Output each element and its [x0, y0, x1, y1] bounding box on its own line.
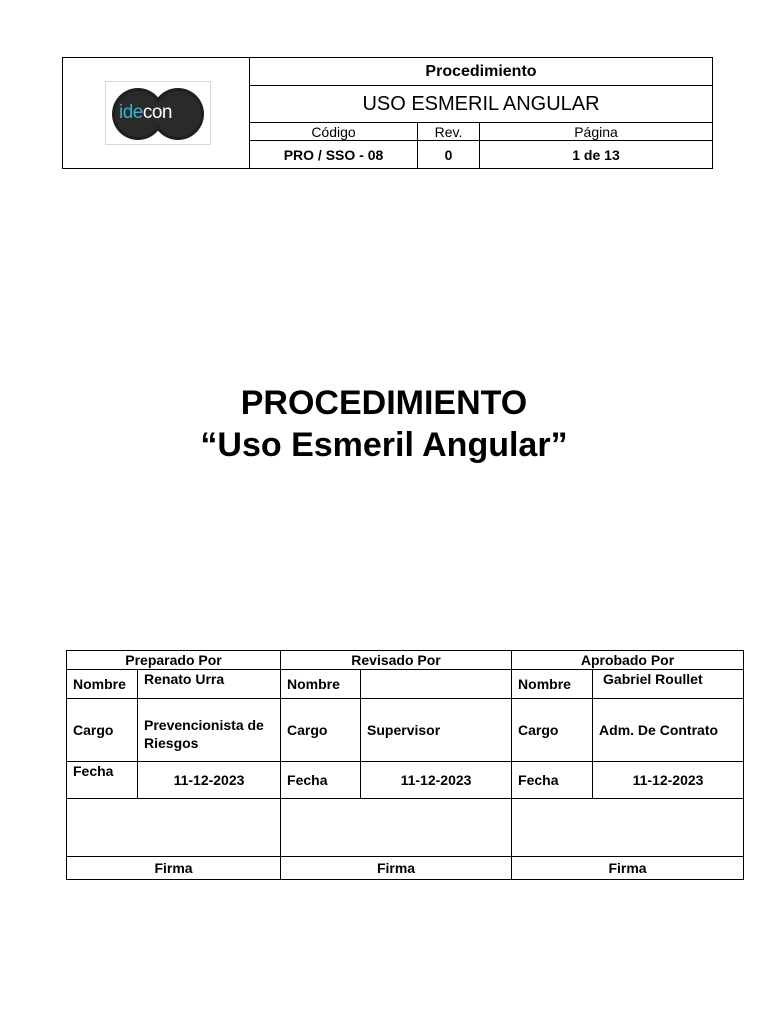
- aprobado-header: Aprobado Por: [512, 651, 744, 670]
- pagina-label: Página: [480, 123, 713, 141]
- preparado-cargo-label: Cargo: [67, 699, 138, 762]
- logo-cell: [63, 58, 250, 169]
- preparado-firma-label: Firma: [67, 857, 281, 880]
- aprobado-firma-label: Firma: [512, 857, 744, 880]
- revisado-firma-label: Firma: [281, 857, 512, 880]
- main-title-line2: “Uso Esmeril Angular”: [200, 426, 568, 464]
- document-type: Procedimiento: [250, 58, 713, 86]
- rev-value: 0: [418, 141, 480, 169]
- revisado-signature-box: [281, 799, 512, 857]
- aprobado-signature-box: [512, 799, 744, 857]
- aprobado-nombre-label: Nombre: [512, 670, 593, 699]
- codigo-value: PRO / SSO - 08: [250, 141, 418, 169]
- aprobado-cargo: Adm. De Contrato: [593, 699, 744, 762]
- preparado-cargo: Prevencionista de Riesgos: [138, 699, 281, 762]
- rev-label: Rev.: [418, 123, 480, 141]
- document-header: [62, 57, 713, 169]
- revisado-fecha-label: Fecha: [281, 762, 361, 799]
- aprobado-nombre: Gabriel Roullet: [593, 670, 744, 699]
- aprobado-fecha: 11-12-2023: [593, 762, 744, 799]
- document-title: USO ESMERIL ANGULAR: [250, 86, 713, 123]
- aprobado-fecha-label: Fecha: [512, 762, 593, 799]
- codigo-label: Código: [250, 123, 418, 141]
- company-logo: [105, 81, 211, 145]
- preparado-nombre-label: Nombre: [67, 670, 138, 699]
- revisado-nombre-label: Nombre: [281, 670, 361, 699]
- revisado-nombre: [361, 670, 512, 699]
- logo-text: idecon: [119, 102, 172, 123]
- main-title-line1: PROCEDIMIENTO: [240, 384, 528, 422]
- revisado-fecha: 11-12-2023: [361, 762, 512, 799]
- preparado-fecha: 11-12-2023: [138, 762, 281, 799]
- revisado-cargo-label: Cargo: [281, 699, 361, 762]
- preparado-header: Preparado Por: [67, 651, 281, 670]
- preparado-signature-box: [67, 799, 281, 857]
- revisado-cargo: Supervisor: [361, 699, 512, 762]
- preparado-fecha-label: Fecha: [67, 762, 138, 799]
- approval-table: [66, 650, 744, 880]
- pagina-value: 1 de 13: [480, 141, 713, 169]
- revisado-header: Revisado Por: [281, 651, 512, 670]
- aprobado-cargo-label: Cargo: [512, 699, 593, 762]
- preparado-nombre: Renato Urra: [138, 670, 281, 699]
